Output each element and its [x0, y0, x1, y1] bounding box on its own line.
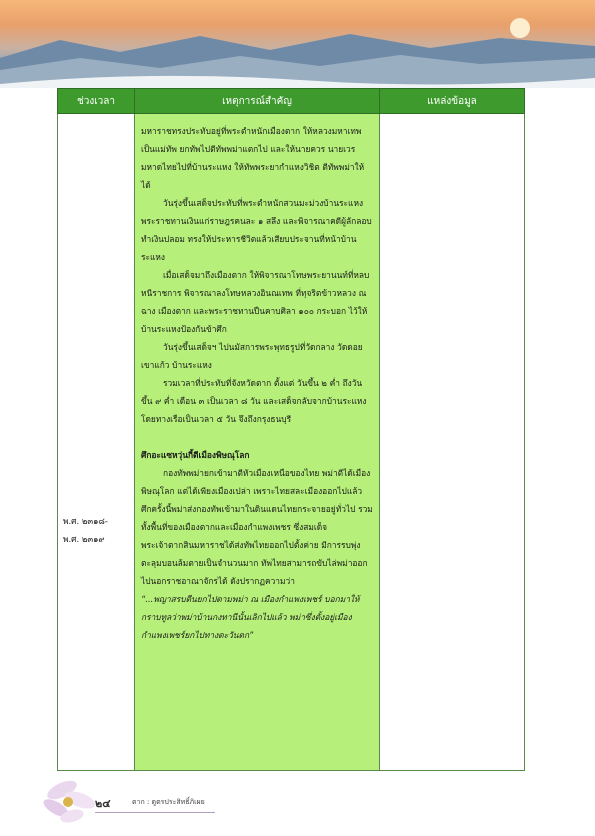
table-row: [58, 114, 525, 771]
table-header-row: [58, 89, 525, 114]
column-header-period: ช่วงเวลา: [58, 89, 135, 114]
event-heading: ศึกอะแซหวุ่นกี้ตีเมืองพิษณุโลก: [141, 450, 250, 460]
mountain-landscape: [0, 0, 595, 88]
event-cell: [135, 114, 380, 771]
event-paragraph: เมื่อเสด็จมาถึงเมืองตาก ให้พิจารณาโทษพระยานนท์ที่หลบหนีราชการ พิจารณาลงโทษหลวงอินณเทพ ที่ทุจริตข้าวหลวง ณ ฉาง เมืองตาก และพระราชทานปืนคาบศิลา ๑๐๐ กระบอก ไว้ให้บ้านระแหงป้องกันข้าศึก: [141, 270, 370, 334]
event-paragraph: วันรุ่งขึ้นเสด็จฯ ไปนมัสการพระพุทธรูปที่วัดกลาง วัดดอยเขาแก้ว บ้านระแหง: [141, 342, 363, 370]
footer: [0, 760, 595, 836]
event-paragraph: มหาราชทรงประทับอยู่ที่พระตำหนักเมืองตาก ให้หลวงมหาเทพเป็นแม่ทัพ ยกทัพไปตีทัพพม่าแตกไป และให้นายควร นายเวรมหาดไทยไปที่บ้านระแหง ให้ทัพพระยากำแหงวิชิต ตีทัพพม่าให้ได้: [141, 126, 365, 190]
source-cell: [380, 114, 525, 771]
period-cell: [58, 114, 135, 771]
column-header-event: เหตุการณ์สำคัญ: [135, 89, 380, 114]
period-end: พ.ศ. ๒๓๑๙: [63, 534, 105, 544]
footer-title: ตาก : ตูตรประสิทธิ์ภิเผย: [132, 798, 205, 806]
period-start: พ.ศ. ๒๓๑๘-: [63, 516, 108, 526]
event-quote: “...พญาสรบตีนยกไปตามพม่า ณ เมืองกำแพงเพชร์ บอกมาให้กราบทูลว่าพม่าบ้านกงทานีนั้นเลิกไปแล้ว พม่าซึ่งตั้งอยู่เมืองกำแพงเพชร์ยกไปทางตะวันตก”: [141, 594, 360, 640]
header-banner: [0, 0, 595, 88]
event-paragraph: วันรุ่งขึ้นเสด็จประทับที่พระตำหนักสวนมะม่วงบ้านระแหง พระราชทานเงินแก่ราษฎรคนละ ๑ สลึง และพิจารณาคดีผู้ลักลอบทำเงินปลอม ทรงให้ประหารชีวิตแล้วเสียบประจานที่หน้าบ้านระแหง: [141, 198, 372, 262]
page-number: ๒๔: [95, 797, 111, 810]
timeline-table: [57, 88, 525, 771]
event-paragraph: รวมเวลาที่ประทับที่จังหวัดตาก ตั้งแต่ วันขึ้น ๒ ค่ำ ถึงวันขึ้น ๙ ค่ำ เดือน ๓ เป็นเวลา ๘ วัน และเสด็จกลับจากบ้านระแหง โดยทางเรือเป็นเวลา ๕ วัน จึงถึงกรุงธนบุรี: [141, 378, 367, 424]
event-paragraph: กองทัพพม่ายกเข้ามาตีหัวเมืองเหนือของไทย พม่าตีได้เมืองพิษณุโลก แต่ได้เพียงเมืองเปล่า เพราะไทยสละเมืองออกไปแล้ว ศึกครั้งนี้พม่าส่งกองทัพเข้ามาในดินแดนไทยกระจายอยู่ทั่วไป รวมทั้งพื้นที่ของเมืองตากและเมืองกำแพงเพชร ซึ่งสมเด็จพระเจ้าตากสินมหาราชได้ส่งทัพไทยออกไปตั้งค่าย มีการรบพุ่งตะลุมบอนล้มตายเป็นจำนวนมาก ทัพไทยสามารถขับไล่พม่าออกไปนอกราชอาณาจักรได้ ดังปรากฏความว่า: [141, 468, 373, 586]
column-header-source: แหล่งข้อมูล: [380, 89, 525, 114]
footer-divider: [95, 812, 215, 813]
